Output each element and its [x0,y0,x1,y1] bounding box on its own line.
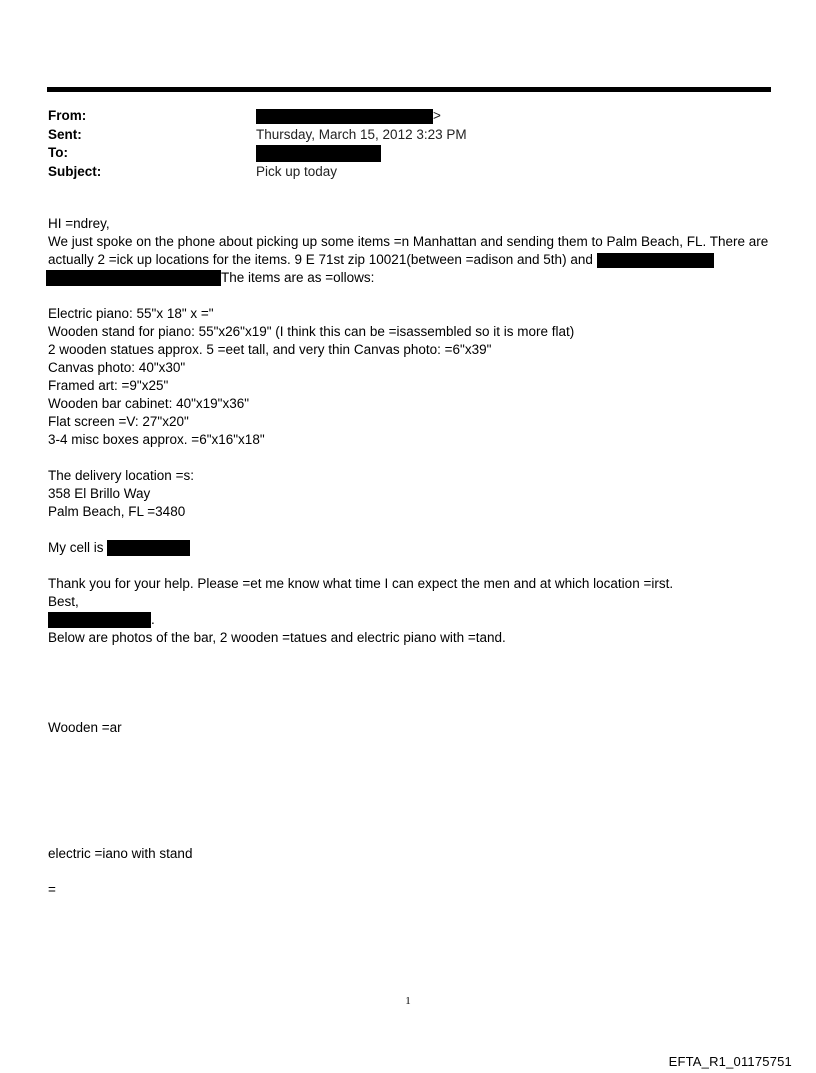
email-header [48,107,768,181]
redaction-bar [597,253,714,268]
subject-value: Pick up today [256,163,338,179]
signature-line: . [48,611,778,629]
closing: Best, [48,594,79,609]
greeting: HI =ndrey, [48,216,110,231]
photos-note: Below are photos of the bar, 2 wooden =tatues and electric piano with =tand. [48,630,506,645]
caption-piano: electric =iano with stand [48,846,193,861]
intro-line-2: actually 2 =ick up locations for the items. 9 E 71st zip 10021(between =adison and 5th) and [48,251,778,269]
list-item: 3-4 misc boxes approx. =6"x16"x18" [48,432,265,447]
to-value [256,144,381,162]
subject-row [48,163,768,182]
to-row [48,144,768,163]
document-id: EFTA_R1_01175751 [668,1054,792,1069]
delivery-intro: The delivery location =s: [48,468,194,483]
from-suffix: > [433,108,441,123]
redaction-bar [48,612,151,628]
list-item: Wooden bar cabinet: 40"x19"x36" [48,396,250,411]
caption-bar: Wooden =ar [48,720,122,735]
trailing-mark: = [48,882,56,897]
list-item: Framed art: =9"x25" [48,378,169,393]
sent-label: Sent: [48,126,82,142]
redaction-bar [46,270,221,286]
redaction-bar [107,540,190,556]
redaction-bar [256,109,433,124]
list-item: Electric piano: 55"x 18" x =" [48,306,214,321]
header-divider [47,87,771,92]
intro-line-3: The items are as =ollows: [46,269,778,287]
delivery-city: Palm Beach, FL =3480 [48,504,186,519]
intro-line-1: We just spoke on the phone about picking up some items =n Manhattan and sending them to Palm Beach, FL. There are [48,234,769,249]
list-item: Flat screen =V: 27"x20" [48,414,189,429]
email-body [48,215,778,899]
thanks-line: Thank you for your help. Please =et me know what time I can expect the men and at which location =irst. [48,576,674,591]
page-number: 1 [405,995,411,1007]
sent-row [48,126,768,145]
list-item: Canvas photo: 40"x30" [48,360,186,375]
from-label: From: [48,108,87,123]
subject-label: Subject: [48,163,102,179]
delivery-street: 358 El Brillo Way [48,486,151,501]
items-list [48,305,778,449]
to-label: To: [48,145,68,160]
list-item: 2 wooden statues approx. 5 =eet tall, and very thin Canvas photo: =6"x39" [48,342,492,357]
sent-value: Thursday, March 15, 2012 3:23 PM [256,126,467,142]
from-row [48,107,768,126]
cell-line: My cell is [48,539,778,557]
from-value [256,107,441,125]
redaction-bar [256,145,381,162]
list-item: Wooden stand for piano: 55"x26"x19" (I think this can be =isassembled so it is more flat) [48,324,575,339]
